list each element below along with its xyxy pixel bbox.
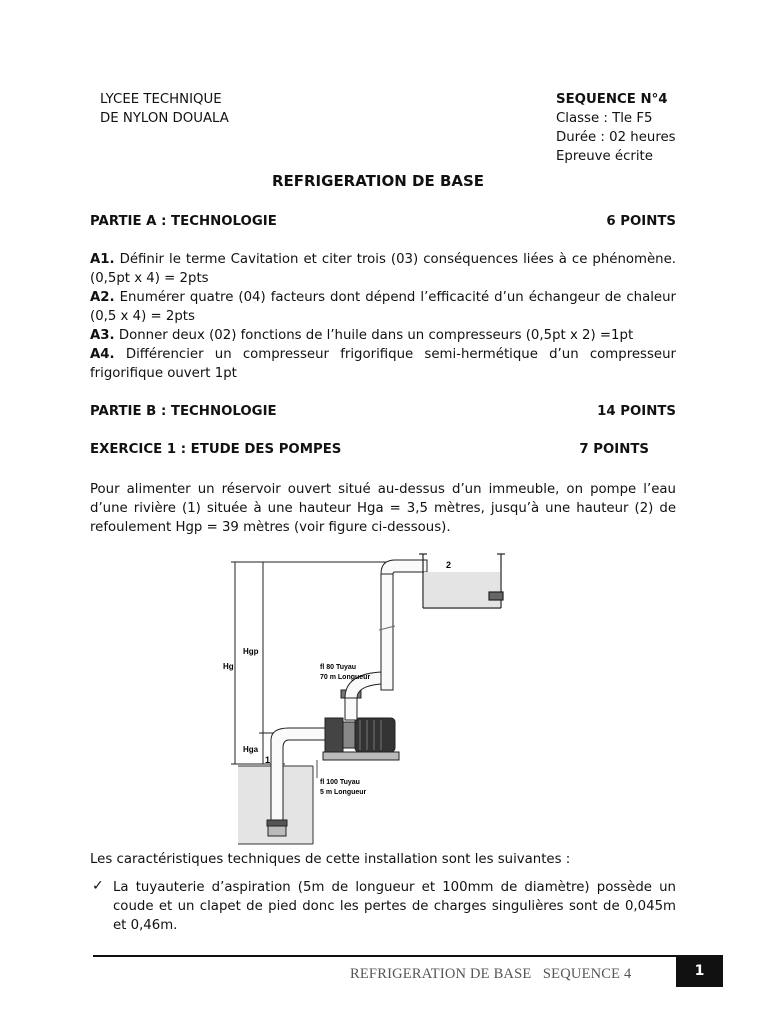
question-a3-number: A3. <box>90 328 115 343</box>
school-line-2: DE NYLON DOUALA <box>100 111 229 126</box>
footer-divider <box>93 955 723 957</box>
question-a4 <box>90 345 676 383</box>
exercice-1-heading <box>90 442 649 457</box>
pipe-top-length: 70 m Longueur <box>320 674 371 681</box>
school-name <box>100 90 229 128</box>
question-a2-text: Enumérer quatre (04) facteurs dont dépend l’efficacité d’un échangeur de chaleur (0,5 x 4) = 2pts <box>90 290 676 324</box>
discharge-pipe <box>341 560 427 720</box>
exercice-1-points: 7 POINTS <box>579 442 649 457</box>
duration-info: Durée : 02 heures <box>556 130 676 145</box>
partie-a-heading <box>90 214 676 229</box>
pump <box>323 718 399 760</box>
sequence-info <box>556 90 676 166</box>
partie-a-label: PARTIE A : TECHNOLOGIE <box>90 214 277 229</box>
partie-a-points: 6 POINTS <box>606 214 676 229</box>
question-a4-number: A4. <box>90 347 115 362</box>
question-a2 <box>90 288 676 326</box>
question-a2-number: A2. <box>90 290 115 305</box>
storage-tank <box>419 554 505 608</box>
sequence-number: SEQUENCE N°4 <box>556 92 668 107</box>
checkmark-icon: ✓ <box>92 878 104 894</box>
label-hg: Hg <box>223 662 234 671</box>
question-a4-text: Différencier un compresseur frigorifique semi-hermétique d’un compresseur frigorifique ouvert 1pt <box>90 347 676 381</box>
partie-b-heading <box>90 404 676 419</box>
question-a3 <box>90 326 676 345</box>
question-a1-text: Définir le terme Cavitation et citer trois (03) conséquences liées à ce phénomène. (0,5pt x 4) = 2pts <box>90 252 676 286</box>
label-hgp: Hgp <box>243 647 259 656</box>
pipe-bottom-length: 5 m Longueur <box>320 789 367 796</box>
pump-installation-figure <box>205 548 505 846</box>
school-line-1: LYCEE TECHNIQUE <box>100 92 222 107</box>
question-a1-number: A1. <box>90 252 115 267</box>
question-a3-text: Donner deux (02) fonctions de l’huile dans un compresseurs (0,5pt x 2) =1pt <box>114 328 634 343</box>
characteristics-intro: Les caractéristiques techniques de cette installation sont les suivantes : <box>90 852 571 867</box>
partie-b-label: PARTIE B : TECHNOLOGIE <box>90 404 277 419</box>
partie-a-questions <box>90 250 676 383</box>
label-2: 2 <box>446 560 452 570</box>
exam-type: Epreuve écrite <box>556 149 653 164</box>
question-a1 <box>90 250 676 288</box>
page-title: REFRIGERATION DE BASE <box>271 172 485 190</box>
class-info: Classe : Tle F5 <box>556 111 653 126</box>
label-1: 1 <box>265 755 271 765</box>
page-number: 1 <box>676 955 723 987</box>
exercice-1-intro: Pour alimenter un réservoir ouvert situé au-dessus d’un immeuble, on pompe l’eau d’une rivière (1) située à une hauteur Hga = 3,5 mètres, jusqu’à une hauteur (2) de refoulement Hgp = 39 mètres (voir figure ci-dessous). <box>90 482 676 535</box>
label-hga: Hga <box>243 745 259 754</box>
footer-title: REFRIGERATION DE BASE SEQUENCE 4 <box>350 966 632 982</box>
bullet-suction-pipe: La tuyauterie d’aspiration (5m de longueur et 100mm de diamètre) possède un coude et un clapet de pied donc les pertes de charges singulières sont de 0,045m et 0,46m. <box>113 880 676 933</box>
pipe-top-diameter: fl 80 Tuyau <box>320 664 357 671</box>
partie-b-points: 14 POINTS <box>597 404 676 419</box>
pipe-bottom-diameter: fl 100 Tuyau <box>320 779 360 786</box>
exercice-1-label: EXERCICE 1 : ETUDE DES POMPES <box>90 442 342 457</box>
